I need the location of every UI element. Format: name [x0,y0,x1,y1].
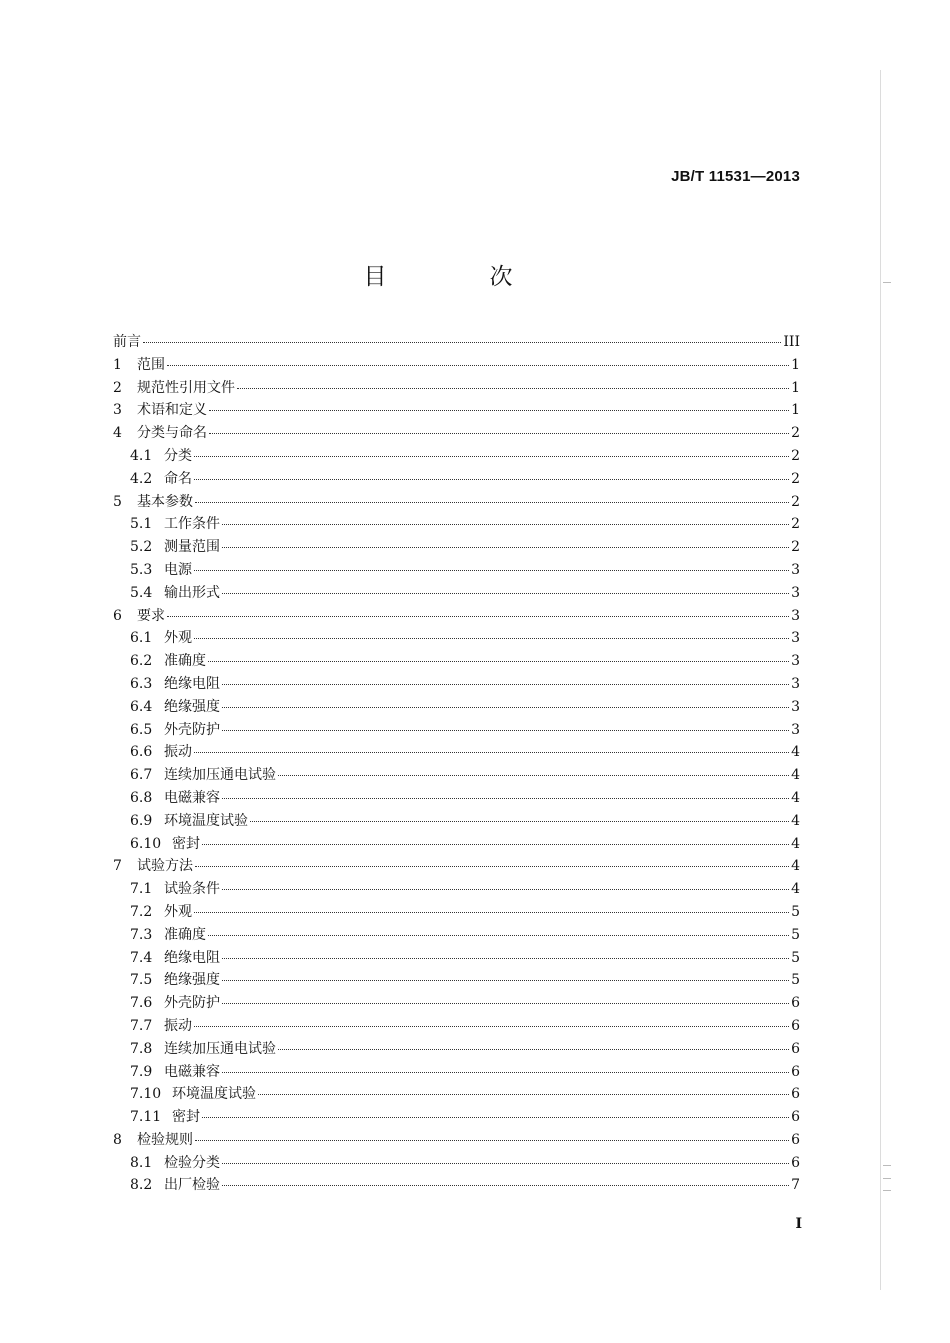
toc-dot-leader [167,364,789,366]
toc-entry-number: 7.2 [130,903,153,920]
toc-entry-page: 3 [791,630,800,647]
toc-entry-title: 密封 [172,1109,200,1126]
toc-entry-number: 7.6 [130,995,153,1012]
toc-entry[interactable] [113,354,800,377]
toc-entry-number: 7 [113,858,122,875]
toc-entry-page: 5 [791,949,800,966]
toc-entry-number: 6.2 [130,653,153,670]
toc-entry[interactable] [113,764,800,787]
toc-entry[interactable] [113,650,800,673]
toc-entry-title: 电磁兼容 [164,1063,220,1080]
toc-entry[interactable] [113,719,800,742]
toc-entry-page: 2 [791,493,800,510]
toc-entry[interactable] [113,833,800,856]
toc-entry-number: 7.11 [130,1109,162,1126]
toc-dot-leader [222,592,789,594]
toc-entry[interactable] [113,399,800,422]
toc-entry-number: 7.8 [130,1040,153,1057]
toc-dot-leader [209,432,789,434]
toc-entry-page: 1 [791,402,800,419]
toc-entry-title: 外壳防护 [164,721,220,738]
toc-entry-number: 3 [113,402,122,419]
toc-title: 目 次 [363,264,553,290]
toc-dot-leader [222,1184,789,1186]
scan-tick-mark [883,1190,891,1191]
toc-entry-page: 4 [791,835,800,852]
toc-entry[interactable] [113,605,800,628]
toc-entry-number: 7.1 [130,881,153,898]
toc-entry[interactable] [113,947,800,970]
toc-entry-title: 分类与命名 [137,425,207,442]
toc-dot-leader [194,637,789,639]
toc-entry-number: 1 [113,356,122,373]
toc-dot-leader [195,865,789,867]
toc-entry[interactable] [113,559,800,582]
toc-entry-title: 工作条件 [164,516,220,533]
toc-dot-leader [237,387,789,389]
toc-entry-number: 4.1 [130,447,153,464]
toc-entry-title: 输出形式 [164,584,220,601]
toc-dot-leader [194,751,789,753]
toc-entry-page: 3 [791,607,800,624]
toc-entry-title: 电磁兼容 [164,789,220,806]
toc-entry[interactable] [113,1015,800,1038]
toc-dot-leader [194,478,789,480]
toc-dot-leader [250,820,789,822]
toc-entry-page: 4 [791,858,800,875]
toc-entry-page: 1 [791,356,800,373]
toc-entry[interactable] [113,1129,800,1152]
toc-entry-number: 6.9 [130,812,153,829]
toc-entry-page: III [783,334,800,350]
toc-entry-page: 4 [791,881,800,898]
toc-entry-number: 6.8 [130,789,153,806]
toc-entry-page: 2 [791,539,800,556]
toc-entry-page: 6 [791,1086,800,1103]
toc-entry[interactable] [113,536,800,559]
toc-entry-title: 测量范围 [164,539,220,556]
toc-entry-number: 6.7 [130,767,153,784]
toc-entry-title: 外壳防护 [164,995,220,1012]
toc-entry-number: 5.1 [130,516,153,533]
toc-entry[interactable] [113,855,800,878]
toc-entry-number: 6.10 [130,835,162,852]
toc-entry[interactable] [113,992,800,1015]
toc-dot-leader [222,1071,789,1073]
toc-entry[interactable] [113,582,800,605]
toc-entry-title: 前言 [113,334,141,350]
toc-entry-title: 要求 [137,607,165,624]
toc-entry-title: 试验方法 [137,858,193,875]
toc-entry-title: 试验条件 [164,881,220,898]
toc-entry-number: 8.2 [130,1177,153,1194]
toc-entry-page: 6 [791,995,800,1012]
toc-dot-leader [222,1162,789,1164]
toc-entry-number: 6.1 [130,630,153,647]
standard-number: JB/T 11531—2013 [671,168,800,185]
toc-entry-page: 3 [791,561,800,578]
toc-entry[interactable] [113,787,800,810]
toc-entry-page: 3 [791,675,800,692]
toc-entry-page: 6 [791,1109,800,1126]
scan-edge-line [880,70,881,1290]
toc-entry-title: 命名 [164,470,192,487]
toc-entry-page: 6 [791,1017,800,1034]
toc-entry[interactable] [113,924,800,947]
toc-entry-page: 6 [791,1063,800,1080]
toc-entry-number: 8.1 [130,1154,153,1171]
toc-entry[interactable] [113,1083,800,1106]
toc-dot-leader [195,501,789,503]
toc-dot-leader [222,523,789,525]
toc-entry-page: 2 [791,516,800,533]
toc-entry-title: 绝缘强度 [164,698,220,715]
toc-dot-leader [222,706,789,708]
toc-entry-number: 8 [113,1131,122,1148]
toc-entry-number: 7.3 [130,926,153,943]
toc-entry-page: 6 [791,1154,800,1171]
toc-entry[interactable] [113,1061,800,1084]
toc-dot-leader [194,455,789,457]
toc-entry-page: 4 [791,812,800,829]
toc-entry-title: 准确度 [164,926,206,943]
page-number: I [795,1216,802,1232]
toc-entry-title: 规范性引用文件 [137,379,235,396]
toc-dot-leader [222,1002,789,1004]
toc-entry-title: 分类 [164,447,192,464]
toc-dot-leader [222,979,789,981]
toc-dot-leader [222,729,789,731]
toc-entry-page: 3 [791,653,800,670]
toc-entry-number: 5 [113,493,122,510]
toc-entry-title: 绝缘电阻 [164,675,220,692]
toc-dot-leader [167,615,789,617]
toc-dot-leader [208,934,789,936]
toc-dot-leader [258,1093,789,1095]
toc-entry-page: 3 [791,721,800,738]
toc-entry-page: 4 [791,767,800,784]
toc-entry-page: 1 [791,379,800,396]
toc-entry-title: 绝缘电阻 [164,949,220,966]
toc-dot-leader [194,1025,789,1027]
toc-entry-number: 7.9 [130,1063,153,1080]
toc-entry-number: 7.7 [130,1017,153,1034]
toc-entry-title: 检验分类 [164,1154,220,1171]
toc-entry-number: 4.2 [130,470,153,487]
toc-dot-leader [278,1048,789,1050]
toc-entry-page: 4 [791,744,800,761]
toc-entry[interactable] [113,627,800,650]
toc-entry-page: 6 [791,1040,800,1057]
toc-entry-number: 6.6 [130,744,153,761]
scan-tick-mark [883,1165,891,1166]
toc-entry-title: 术语和定义 [137,402,207,419]
toc-dot-leader [209,409,789,411]
toc-entry[interactable] [113,810,800,833]
toc-entry[interactable] [113,491,800,514]
toc-entry[interactable] [113,445,800,468]
toc-entry-page: 3 [791,584,800,601]
toc-entry-number: 4 [113,425,122,442]
toc-entry-title: 环境温度试验 [164,812,248,829]
toc-entry-number: 6 [113,607,122,624]
toc-entry[interactable] [113,969,800,992]
toc-entry-title: 连续加压通电试验 [164,1040,276,1057]
toc-entry[interactable] [113,696,800,719]
scan-tick-mark [883,1178,891,1179]
toc-dot-leader [222,546,789,548]
toc-dot-leader [222,888,789,890]
toc-dot-leader [222,683,789,685]
toc-entry-title: 密封 [172,835,200,852]
toc-entry-number: 6.3 [130,675,153,692]
toc-entry[interactable] [113,377,800,400]
toc-dot-leader [202,843,789,845]
toc-entry-number: 6.4 [130,698,153,715]
toc-entry-page: 3 [791,698,800,715]
toc-entry-number: 6.5 [130,721,153,738]
toc-entry-page: 2 [791,447,800,464]
toc-dot-leader [194,569,789,571]
toc-entry[interactable] [113,1106,800,1129]
toc-entry[interactable] [113,1174,800,1197]
toc-entry[interactable] [113,468,800,491]
toc-dot-leader [143,341,781,343]
toc-entry-number: 5.4 [130,584,153,601]
toc-dot-leader [202,1116,789,1118]
toc-entry-title: 连续加压通电试验 [164,767,276,784]
toc-entry-title: 范围 [137,356,165,373]
toc-entry[interactable] [113,878,800,901]
toc-entry-title: 出厂检验 [164,1177,220,1194]
toc-list [113,331,800,1197]
toc-entry-title: 检验规则 [137,1131,193,1148]
toc-entry-title: 振动 [164,744,192,761]
toc-entry-number: 7.5 [130,972,153,989]
toc-entry-title: 环境温度试验 [172,1086,256,1103]
toc-entry-title: 电源 [164,561,192,578]
toc-entry-number: 5.2 [130,539,153,556]
toc-entry-number: 2 [113,379,122,396]
toc-entry-title: 基本参数 [137,493,193,510]
toc-entry-page: 7 [791,1177,800,1194]
toc-entry-title: 振动 [164,1017,192,1034]
toc-entry-page: 4 [791,789,800,806]
toc-entry[interactable] [113,1038,800,1061]
toc-entry-number: 5.3 [130,561,153,578]
toc-entry-number: 7.4 [130,949,153,966]
toc-dot-leader [222,957,789,959]
toc-entry-page: 5 [791,972,800,989]
toc-entry[interactable] [113,422,800,445]
toc-entry-page: 5 [791,903,800,920]
toc-dot-leader [222,797,789,799]
toc-dot-leader [278,774,789,776]
toc-entry-title: 外观 [164,630,192,647]
toc-dot-leader [194,911,789,913]
toc-entry-page: 2 [791,470,800,487]
toc-entry-page: 6 [791,1131,800,1148]
toc-entry[interactable] [113,741,800,764]
toc-dot-leader [195,1139,789,1141]
toc-entry[interactable] [113,1152,800,1175]
toc-dot-leader [208,660,789,662]
toc-entry-page: 2 [791,425,800,442]
toc-entry-title: 准确度 [164,653,206,670]
toc-entry-title: 外观 [164,903,192,920]
toc-entry-title: 绝缘强度 [164,972,220,989]
toc-entry[interactable] [113,901,800,924]
toc-entry[interactable] [113,331,800,354]
toc-entry[interactable] [113,673,800,696]
toc-entry[interactable] [113,513,800,536]
toc-entry-page: 5 [791,926,800,943]
toc-entry-number: 7.10 [130,1086,162,1103]
